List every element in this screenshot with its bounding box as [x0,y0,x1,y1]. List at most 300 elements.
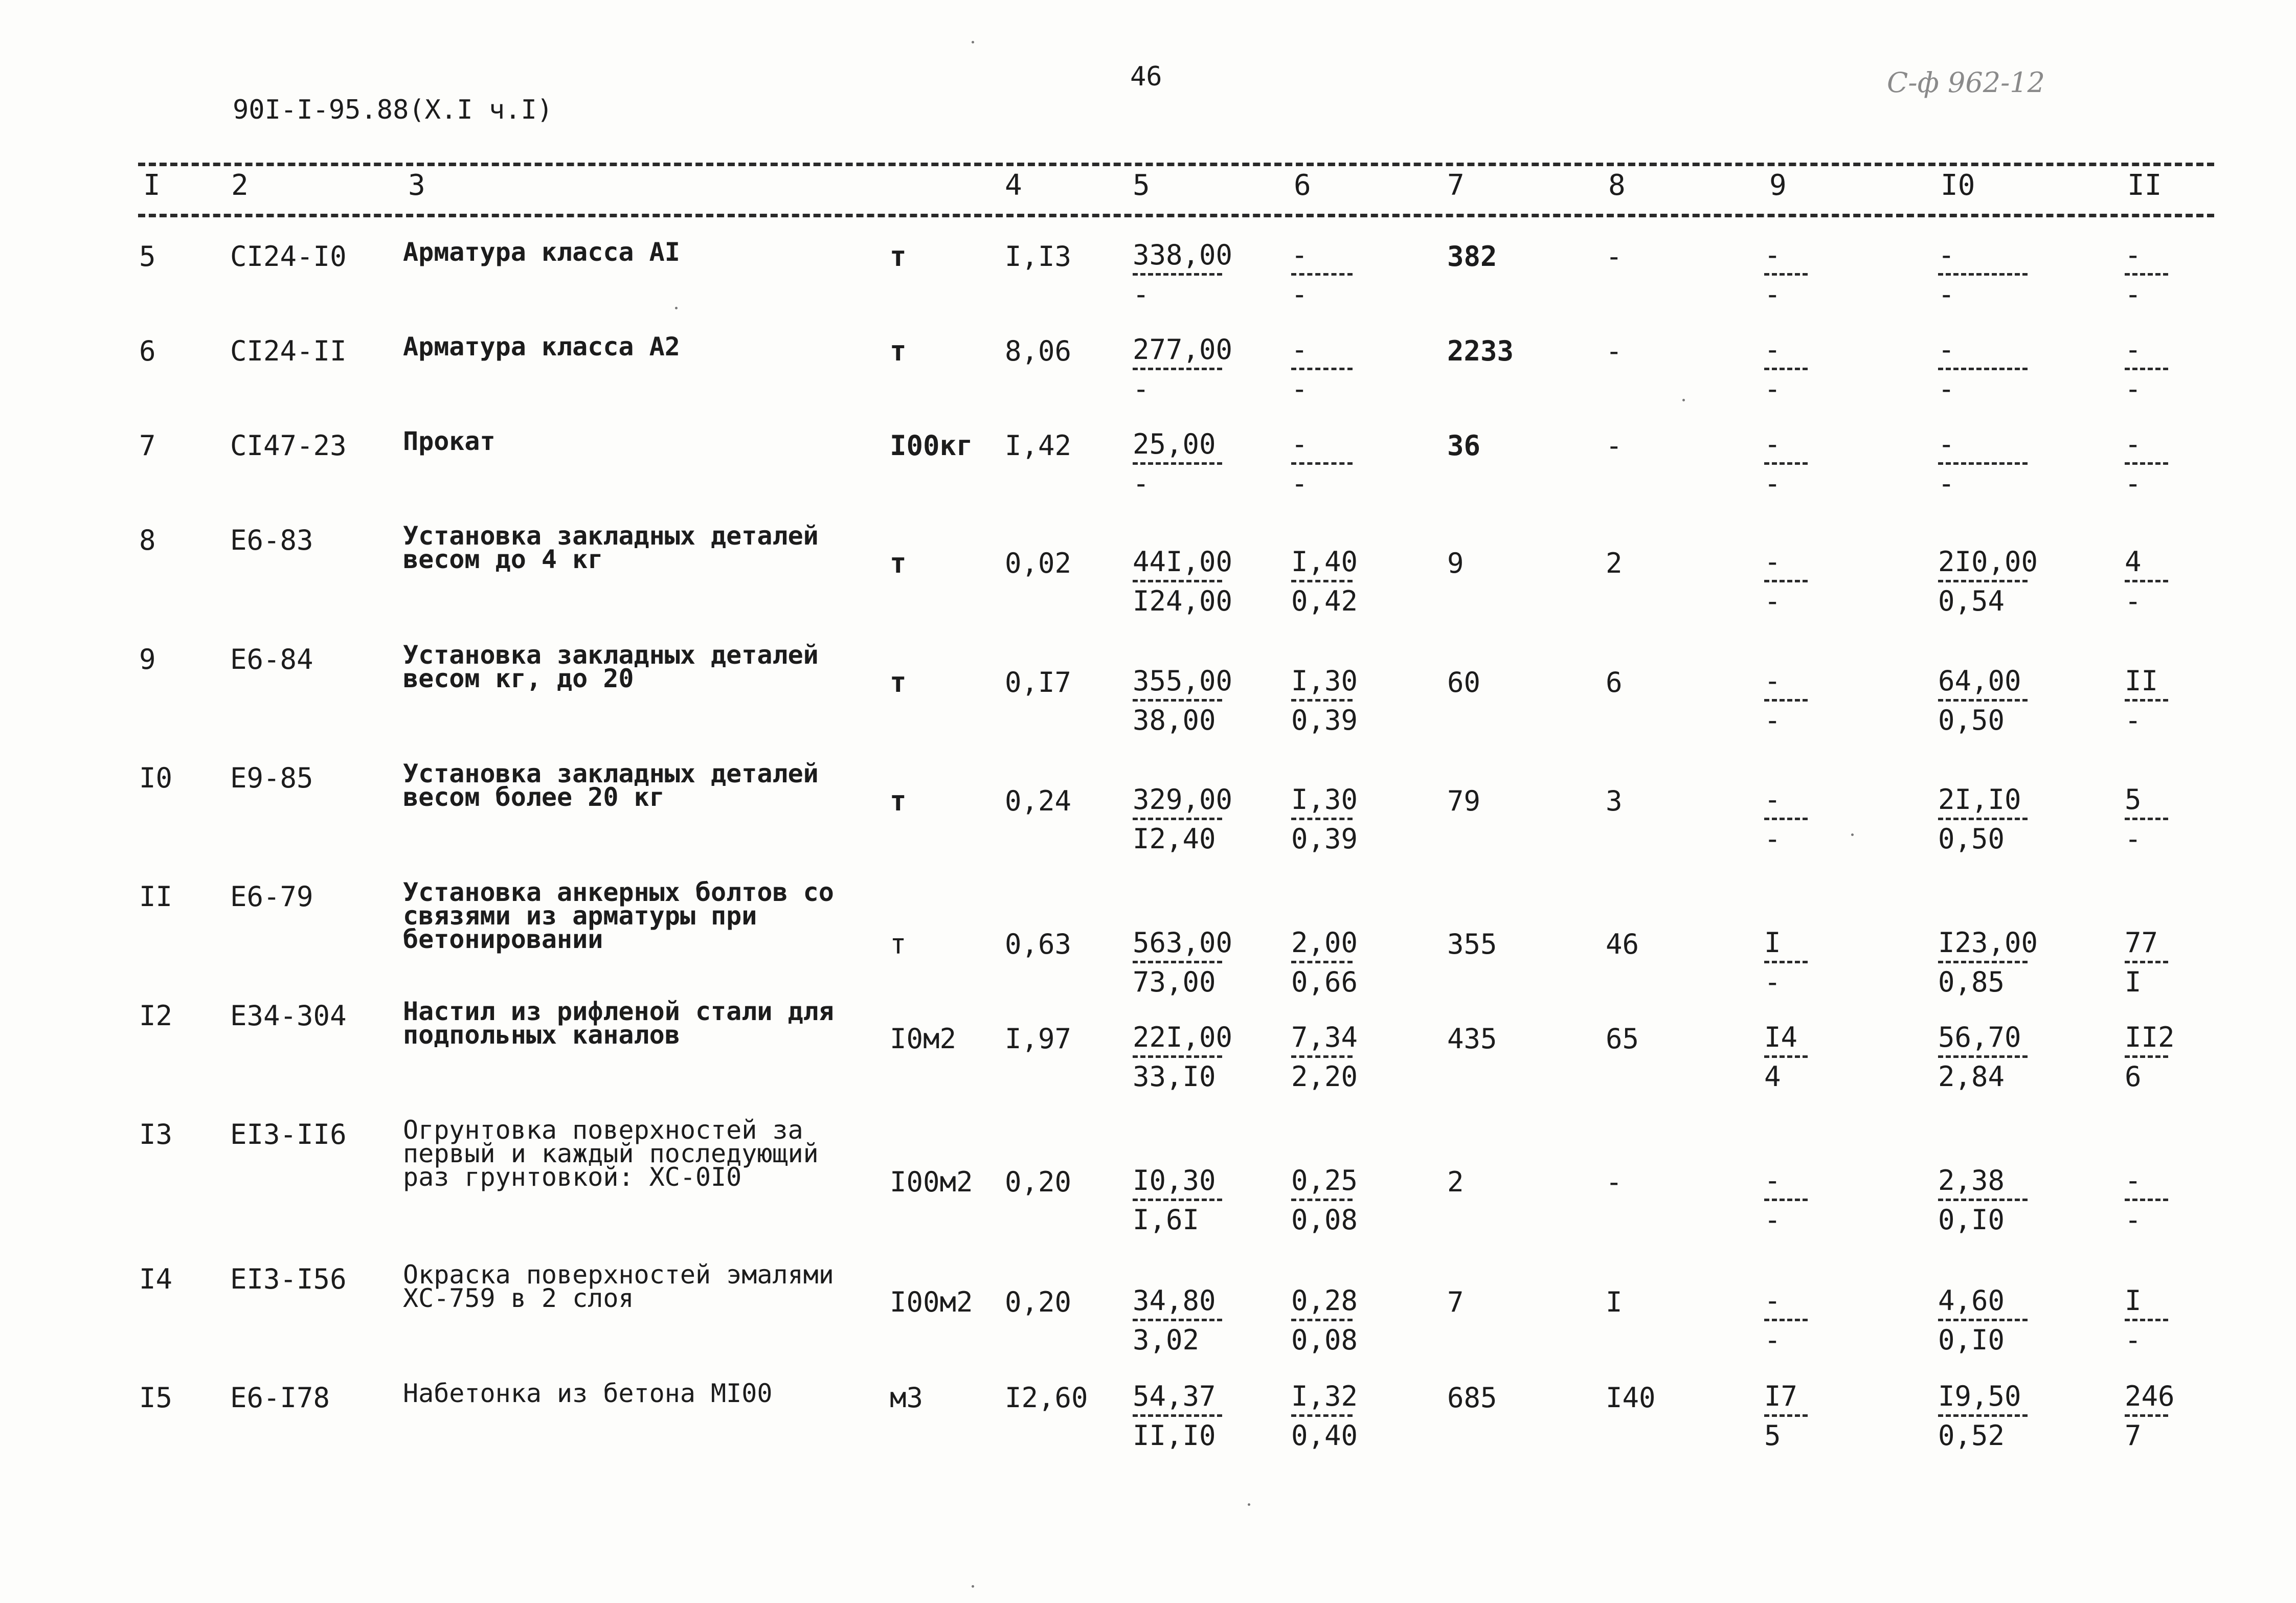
fraction-bar [1291,1199,1353,1201]
fraction-bar [2125,580,2168,582]
fraction-bar [1938,1319,2028,1321]
value-fraction-numerator: - [1764,665,1781,697]
fraction-bar [2125,273,2168,276]
quantity: 0,24 [1005,785,1072,817]
cost-fraction-numerator: - [1291,333,1308,366]
scan-speck [1682,399,1685,401]
column-header: 5 [1133,169,1150,202]
cost-fraction-numerator: 563,00 [1133,927,1233,959]
value-fraction [2125,335,2168,404]
value-fraction-denominator: - [2125,704,2142,736]
total-value: 2 [1606,547,1623,579]
cost-fraction [1291,1380,1358,1452]
page-number: 46 [1130,61,1162,92]
work-description: Набетонка из бетона MI00 [403,1379,773,1408]
fraction-bar [1291,1319,1353,1321]
fraction-bar [2125,1414,2168,1417]
quantity: 0,20 [1005,1286,1072,1318]
cost-fraction [1291,927,1358,998]
cost-fraction-numerator: I,40 [1291,546,1358,578]
value-fraction-denominator: 7 [2125,1419,2142,1452]
fraction-bar [1764,580,1808,582]
value-fraction-denominator: 0,50 [1938,823,2005,855]
unit-of-measure: т [890,785,907,817]
value-fraction-numerator: - [1764,1164,1781,1196]
value-fraction [2125,1166,2168,1235]
fraction-bar [1291,462,1353,465]
quantity: 0,63 [1005,928,1072,960]
fraction-bar [1291,1414,1353,1417]
value-fraction-denominator: 4 [1764,1060,1781,1093]
cost-fraction-numerator: 338,00 [1133,239,1233,271]
work-description: Прокат [403,426,496,456]
value-fraction-denominator: - [2125,278,2142,310]
cost-fraction-denominator: - [1291,278,1308,310]
fraction-bar [1133,699,1222,702]
cost-fraction-denominator: 0,39 [1291,704,1358,736]
fraction-bar [1133,580,1222,582]
fraction-bar [1133,1319,1222,1321]
unit-of-measure: т [890,928,907,960]
value-fraction-numerator: 56,70 [1938,1021,2021,1053]
column-header: 3 [408,169,425,202]
header-bottom-rule [138,214,2214,217]
value-fraction-numerator: I7 [1764,1380,1798,1412]
quantity: 8,06 [1005,335,1072,367]
cost-fraction-numerator: 277,00 [1133,333,1233,366]
value-fraction-numerator: 2I,I0 [1938,783,2021,816]
value-fraction-numerator: - [1764,1284,1781,1317]
cost-fraction-denominator: 0,08 [1291,1204,1358,1236]
value-fraction-denominator: - [1764,1204,1781,1236]
fraction-bar [1938,699,2028,702]
total-cost: 435 [1447,1023,1497,1055]
cost-fraction-numerator: 7,34 [1291,1021,1358,1053]
fraction-bar [1764,699,1808,702]
cost-fraction-numerator: - [1291,239,1308,271]
work-description: Арматура класса AI [403,237,680,267]
rate-code: EI3-II6 [230,1118,347,1150]
quantity: 0,02 [1005,547,1072,579]
cost-fraction-numerator: I,30 [1291,783,1358,816]
fraction-bar [1133,368,1222,370]
value-fraction [1938,240,2028,309]
cost-fraction-numerator: I0,30 [1133,1164,1216,1196]
total-value: 6 [1606,666,1623,698]
cost-fraction [1133,430,1222,499]
rate-code: E9-85 [230,762,313,794]
cost-fraction [1133,546,1233,617]
cost-fraction-denominator: I2,40 [1133,823,1216,855]
column-header: 6 [1294,169,1311,202]
cost-fraction-numerator: 0,25 [1291,1164,1358,1196]
unit-of-measure: I00м2 [890,1166,973,1198]
value-fraction-denominator: - [1938,467,1955,500]
cost-fraction-denominator: 2,20 [1291,1060,1358,1093]
total-cost: 60 [1447,666,1481,698]
rate-code: CI47-23 [230,430,347,462]
row-number: I2 [139,1000,173,1032]
row-number: 9 [139,643,156,675]
cost-fraction-denominator: 0,39 [1291,823,1358,855]
work-description: Окраска поверхностей эмалями ХС-759 в 2 слоя [403,1260,834,1313]
scan-speck [675,307,678,309]
fraction-bar [1764,368,1808,370]
value-fraction-denominator: 6 [2125,1060,2142,1093]
value-fraction-denominator: - [1764,467,1781,500]
cost-fraction-denominator: - [1133,467,1150,500]
value-fraction [1764,1166,1808,1235]
cost-fraction-denominator: 3,02 [1133,1324,1200,1356]
rate-code: EI3-I56 [230,1263,347,1295]
value-fraction-numerator: - [1938,239,1955,271]
total-value: - [1606,240,1623,273]
fraction-bar [1764,818,1808,820]
fraction-bar [1133,1199,1222,1201]
value-fraction-denominator: - [1764,585,1781,617]
total-cost: 355 [1447,928,1497,960]
cost-fraction-denominator: II,I0 [1133,1419,1216,1452]
value-fraction-denominator: I [2125,966,2142,998]
value-fraction-numerator: - [1764,239,1781,271]
cost-fraction-numerator: 34,80 [1133,1284,1216,1317]
column-header: 2 [231,169,249,202]
cost-fraction-numerator: 0,28 [1291,1284,1358,1317]
row-number: I5 [139,1382,173,1414]
value-fraction-denominator: - [1764,966,1781,998]
value-fraction-denominator: - [1938,373,1955,405]
value-fraction [1938,666,2028,735]
fraction-bar [1133,1414,1222,1417]
quantity: 0,20 [1005,1166,1072,1198]
scan-speck [1851,833,1854,836]
cost-fraction [1291,430,1353,499]
quantity: I,97 [1005,1023,1072,1055]
value-fraction [2125,666,2168,735]
document-code: 90I-I-95.88(X.I ч.I) [233,95,553,125]
value-fraction [2125,547,2168,616]
value-fraction-numerator: I9,50 [1938,1380,2021,1412]
rate-code: CI24-I0 [230,240,347,273]
cost-fraction-numerator: I,32 [1291,1380,1358,1412]
fraction-bar [1133,1055,1222,1058]
work-description: Арматура класса A2 [403,332,680,362]
cost-fraction [1133,1382,1222,1451]
fraction-bar [2125,699,2168,702]
value-fraction [2125,240,2168,309]
total-value: 46 [1606,928,1639,960]
value-fraction [2125,1380,2175,1452]
fraction-bar [1133,818,1222,820]
value-fraction-denominator: 0,52 [1938,1419,2005,1452]
value-fraction [1764,335,1808,404]
unit-of-measure: т [890,240,907,273]
fraction-bar [1938,273,2028,276]
value-fraction-numerator: I [1764,927,1781,959]
cost-fraction [1133,333,1233,405]
header-top-rule [138,163,2214,166]
rate-code: E6-83 [230,524,313,556]
cost-fraction [1291,335,1353,404]
column-header: I0 [1941,169,1975,202]
cost-fraction-denominator: - [1133,373,1150,405]
value-fraction [1764,1023,1808,1092]
value-fraction-numerator: - [1764,546,1781,578]
row-number: 8 [139,524,156,556]
value-fraction-numerator: I23,00 [1938,927,2038,959]
cost-fraction-numerator: 2,00 [1291,927,1358,959]
cost-fraction-denominator: 0,08 [1291,1324,1358,1356]
value-fraction-numerator: - [2125,239,2142,271]
fraction-bar [1764,1319,1808,1321]
total-value: - [1606,335,1623,367]
value-fraction-denominator: - [1764,373,1781,405]
unit-of-measure: I0м2 [890,1023,957,1055]
cost-fraction-denominator: I,6I [1133,1204,1200,1236]
unit-of-measure: м3 [890,1382,924,1414]
fraction-bar [2125,818,2168,820]
cost-fraction-numerator: 54,37 [1133,1380,1216,1412]
value-fraction-numerator: 2,38 [1938,1164,2005,1196]
fraction-bar [1291,818,1353,820]
fraction-bar [1291,1055,1353,1058]
total-cost: 2 [1447,1166,1464,1198]
cost-fraction-denominator: 33,I0 [1133,1060,1216,1093]
fraction-bar [1291,368,1353,370]
value-fraction-numerator: - [1764,783,1781,816]
value-fraction-numerator: I4 [1764,1021,1798,1053]
cost-fraction [1291,1164,1358,1236]
cost-fraction-numerator: 355,00 [1133,665,1233,697]
cost-fraction-denominator: 38,00 [1133,704,1216,736]
value-fraction-numerator: - [1764,428,1781,460]
total-value: - [1606,1166,1623,1198]
fraction-bar [2125,462,2168,465]
row-number: 7 [139,430,156,462]
value-fraction-denominator: - [2125,585,2142,617]
fraction-bar [1938,462,2028,465]
row-number: I3 [139,1118,173,1150]
fraction-bar [1291,273,1353,276]
fraction-bar [1938,368,2028,370]
fraction-bar [1133,462,1222,465]
total-value: - [1606,430,1623,462]
value-fraction-numerator: 4 [2125,546,2142,578]
value-fraction [1764,928,1808,997]
cost-fraction-denominator: I24,00 [1133,585,1233,617]
value-fraction [2125,785,2168,854]
scan-speck [1248,1503,1250,1506]
cost-fraction [1133,1166,1222,1235]
value-fraction-denominator: - [2125,823,2142,855]
value-fraction-numerator: - [2125,333,2142,366]
value-fraction [1938,785,2028,854]
fraction-bar [1938,1414,2028,1417]
work-description: Установка закладных деталей весом до 4 кг [403,521,819,574]
unit-of-measure: I00м2 [890,1286,973,1318]
fraction-bar [1291,580,1353,582]
fraction-bar [2125,1055,2168,1058]
value-fraction-denominator: - [2125,467,2142,500]
column-header: 9 [1769,169,1787,202]
value-fraction [1764,666,1808,735]
cost-fraction-denominator: 0,66 [1291,966,1358,998]
work-description: Огрунтовка поверхностей за первый и каждый последующий раз грунтовкой: ХС-0I0 [403,1115,819,1192]
cost-fraction-denominator: - [1291,373,1308,405]
fraction-bar [1133,961,1222,963]
fraction-bar [2125,1199,2168,1201]
cost-fraction [1133,927,1233,998]
value-fraction [1764,785,1808,854]
value-fraction [2125,1021,2175,1093]
value-fraction [1938,430,2028,499]
value-fraction-denominator: 0,54 [1938,585,2005,617]
quantity: I,42 [1005,430,1072,462]
fraction-bar [1764,462,1808,465]
value-fraction-denominator: 0,50 [1938,704,2005,736]
value-fraction-denominator: 0,I0 [1938,1204,2005,1236]
value-fraction [1938,546,2038,617]
value-fraction-denominator: - [2125,1204,2142,1236]
cost-fraction [1291,546,1358,617]
cost-fraction-numerator: 25,00 [1133,428,1216,460]
value-fraction-denominator: 5 [1764,1419,1781,1452]
value-fraction [1938,335,2028,404]
cost-fraction [1291,240,1353,309]
cost-fraction [1291,1284,1358,1356]
value-fraction-numerator: - [1938,333,1955,366]
value-fraction-numerator: 5 [2125,783,2142,816]
cost-fraction-denominator: - [1291,467,1308,500]
value-fraction-denominator: - [2125,1324,2142,1356]
value-fraction-denominator: - [1764,704,1781,736]
value-fraction-denominator: - [1764,823,1781,855]
value-fraction-denominator: - [1764,278,1781,310]
cost-fraction [1291,1021,1358,1093]
total-cost: 685 [1447,1382,1497,1414]
total-cost: 36 [1447,430,1481,462]
value-fraction [1938,1286,2028,1355]
fraction-bar [1938,580,2028,582]
row-number: II [139,880,173,913]
column-header: I [143,169,161,202]
total-value: 65 [1606,1023,1639,1055]
fraction-bar [2125,1319,2168,1321]
rate-code: E6-79 [230,880,313,913]
fraction-bar [1764,1199,1808,1201]
total-cost: 382 [1447,240,1497,273]
cost-fraction-numerator: 22I,00 [1133,1021,1233,1053]
row-number: I0 [139,762,173,794]
value-fraction-numerator: 246 [2125,1380,2175,1412]
total-cost: 79 [1447,785,1481,817]
quantity: 0,I7 [1005,666,1072,698]
cost-fraction [1133,1021,1233,1093]
rate-code: E34-304 [230,1000,347,1032]
cost-fraction-numerator: I,30 [1291,665,1358,697]
value-fraction [1938,1023,2028,1092]
cost-fraction [1291,783,1358,855]
value-fraction [1938,1382,2028,1451]
fraction-bar [1291,699,1353,702]
fraction-bar [1291,961,1353,963]
cost-fraction [1133,1286,1222,1355]
fraction-bar [1938,818,2028,820]
value-fraction-denominator: 0,85 [1938,966,2005,998]
cost-fraction-denominator: 0,42 [1291,585,1358,617]
rate-code: E6-84 [230,643,313,675]
value-fraction [1764,1382,1808,1451]
fraction-bar [2125,961,2168,963]
fraction-bar [2125,368,2168,370]
rate-code: E6-I78 [230,1382,330,1414]
value-fraction-numerator: II2 [2125,1021,2175,1053]
unit-of-measure: т [890,335,907,367]
value-fraction [1764,240,1808,309]
fraction-bar [1938,961,2028,963]
value-fraction-numerator: - [2125,1164,2142,1196]
fraction-bar [1764,961,1808,963]
value-fraction [2125,1286,2168,1355]
value-fraction-numerator: 77 [2125,927,2158,959]
cost-fraction-numerator: 329,00 [1133,783,1233,816]
value-fraction [1938,1166,2028,1235]
value-fraction-numerator: I [2125,1284,2142,1317]
total-value: I [1606,1286,1623,1318]
value-fraction [1938,927,2038,998]
cost-fraction-numerator: - [1291,428,1308,460]
scan-speck [972,1585,974,1588]
work-description: Установка закладных деталей весом более 20 кг [403,759,819,812]
value-fraction-numerator: 2I0,00 [1938,546,2038,578]
value-fraction [2125,430,2168,499]
cost-fraction [1291,665,1358,736]
unit-of-measure: т [890,666,907,698]
work-description: Установка закладных деталей весом кг, до 20 [403,640,819,693]
total-value: I40 [1606,1382,1656,1414]
value-fraction-numerator: 4,60 [1938,1284,2005,1317]
value-fraction-numerator: - [2125,428,2142,460]
quantity: I2,60 [1005,1382,1088,1414]
work-description: Настил из рифленой стали для подпольных каналов [403,997,834,1050]
scan-speck [972,41,974,43]
column-header: 7 [1447,169,1465,202]
value-fraction-denominator: - [2125,373,2142,405]
value-fraction-numerator: - [1938,428,1955,460]
value-fraction [1764,430,1808,499]
unit-of-measure: I00кг [890,430,973,462]
cost-fraction-denominator: - [1133,278,1150,310]
value-fraction-denominator: 0,I0 [1938,1324,2005,1356]
value-fraction [1764,1286,1808,1355]
total-cost: 7 [1447,1286,1464,1318]
value-fraction-denominator: - [1764,1324,1781,1356]
column-header: II [2127,169,2162,202]
value-fraction-numerator: 64,00 [1938,665,2021,697]
value-fraction-denominator: 2,84 [1938,1060,2005,1093]
row-number: I4 [139,1263,173,1295]
value-fraction [1764,547,1808,616]
unit-of-measure: т [890,547,907,579]
fraction-bar [1764,1055,1808,1058]
fraction-bar [1938,1199,2028,1201]
work-description: Установка анкерных болтов со связями из арматуры при бетонировании [403,877,834,954]
fraction-bar [1938,1055,2028,1058]
column-header: 8 [1608,169,1626,202]
value-fraction-numerator: - [1764,333,1781,366]
cost-fraction [1133,783,1233,855]
value-fraction [2125,928,2168,997]
